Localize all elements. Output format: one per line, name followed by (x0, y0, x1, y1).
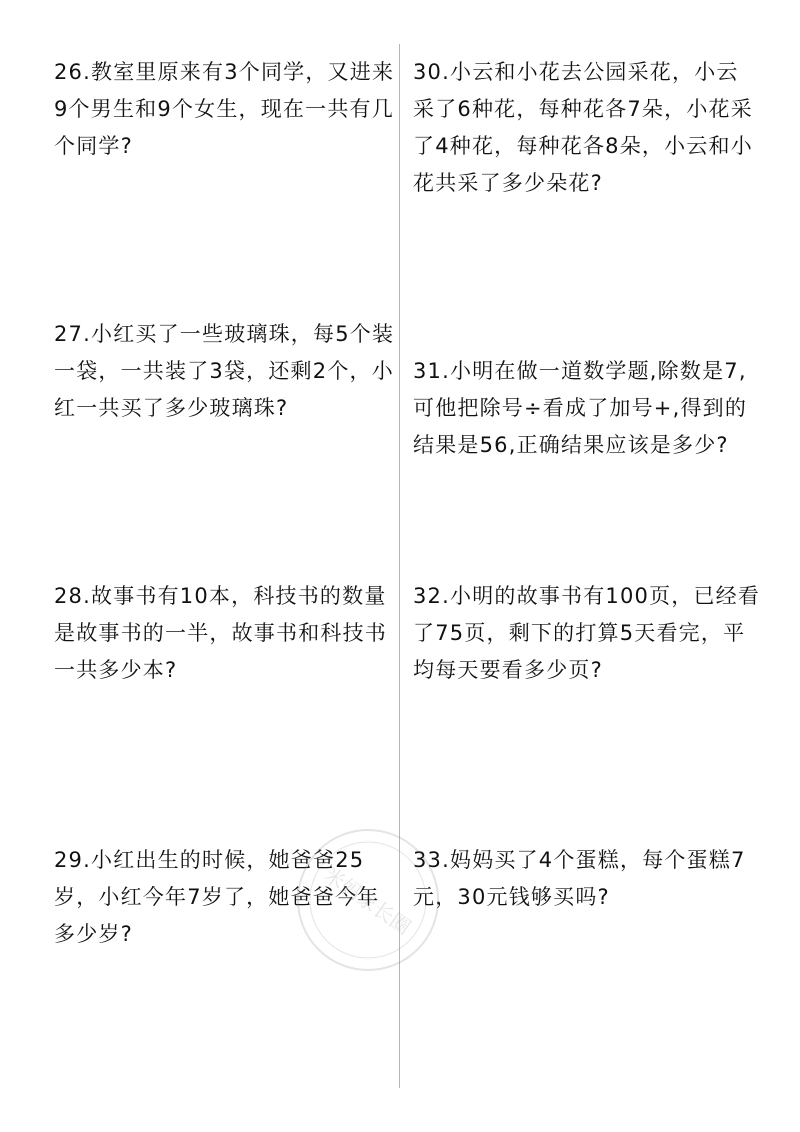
problem-line: 30.小云和小花去公园采花，小云 (413, 60, 739, 84)
problem-27 (54, 316, 394, 427)
problem-28 (54, 578, 387, 689)
problem-line: 花共采了多少朵花? (413, 171, 603, 195)
problem-line: 多少岁? (54, 922, 133, 946)
watermark-stamp (288, 820, 448, 980)
problem-line: 可他把除号÷看成了加号+,得到的 (413, 396, 748, 420)
problem-31 (413, 353, 747, 464)
problem-line: 9个男生和9个女生，现在一共有几 (54, 97, 394, 121)
problem-line: 一共多少本? (54, 658, 178, 682)
problem-line: 采了6种花，每种花各7朵，小花采 (413, 97, 753, 121)
problem-26 (54, 54, 394, 165)
problem-30 (413, 54, 753, 202)
problem-line: 31.小明在做一道数学题,除数是7, (413, 359, 747, 383)
problem-32 (413, 578, 760, 689)
problem-line: 结果是56,正确结果应该是多少? (413, 433, 729, 457)
problem-line: 32.小明的故事书有100页，已经看 (413, 584, 761, 608)
problem-line: 26.教室里原来有3个同学，又进来 (54, 60, 395, 84)
problem-line: 岁，小红今年7岁了，她爸爸今年 (54, 885, 380, 909)
problem-line: 均每天要看多少页? (413, 658, 603, 682)
problem-line: 33.妈妈买了4个蛋糕，每个蛋糕7 (413, 848, 746, 872)
problem-line: 是故事书的一半，故事书和科技书 (54, 621, 387, 645)
problem-line: 了75页，剩下的打算5天看完，平 (413, 621, 746, 645)
problem-line: 29.小红出生的时候，她爸爸25 (54, 848, 365, 872)
problem-line: 28.故事书有10本，科技书的数量 (54, 584, 387, 608)
problem-line: 了4种花，每种花各8朵，小云和小 (413, 134, 753, 158)
problem-line: 个同学? (54, 134, 133, 158)
problem-33 (413, 842, 746, 916)
problem-line: 元，30元钱够买吗? (413, 885, 610, 909)
problem-line: 27.小红买了一些玻璃珠，每5个装 (54, 322, 395, 346)
watermark-text: 米妈家长圈 (319, 862, 416, 940)
problem-line: 一袋，一共装了3袋，还剩2个，小 (54, 359, 394, 383)
problem-line: 红一共买了多少玻璃珠? (54, 396, 289, 420)
